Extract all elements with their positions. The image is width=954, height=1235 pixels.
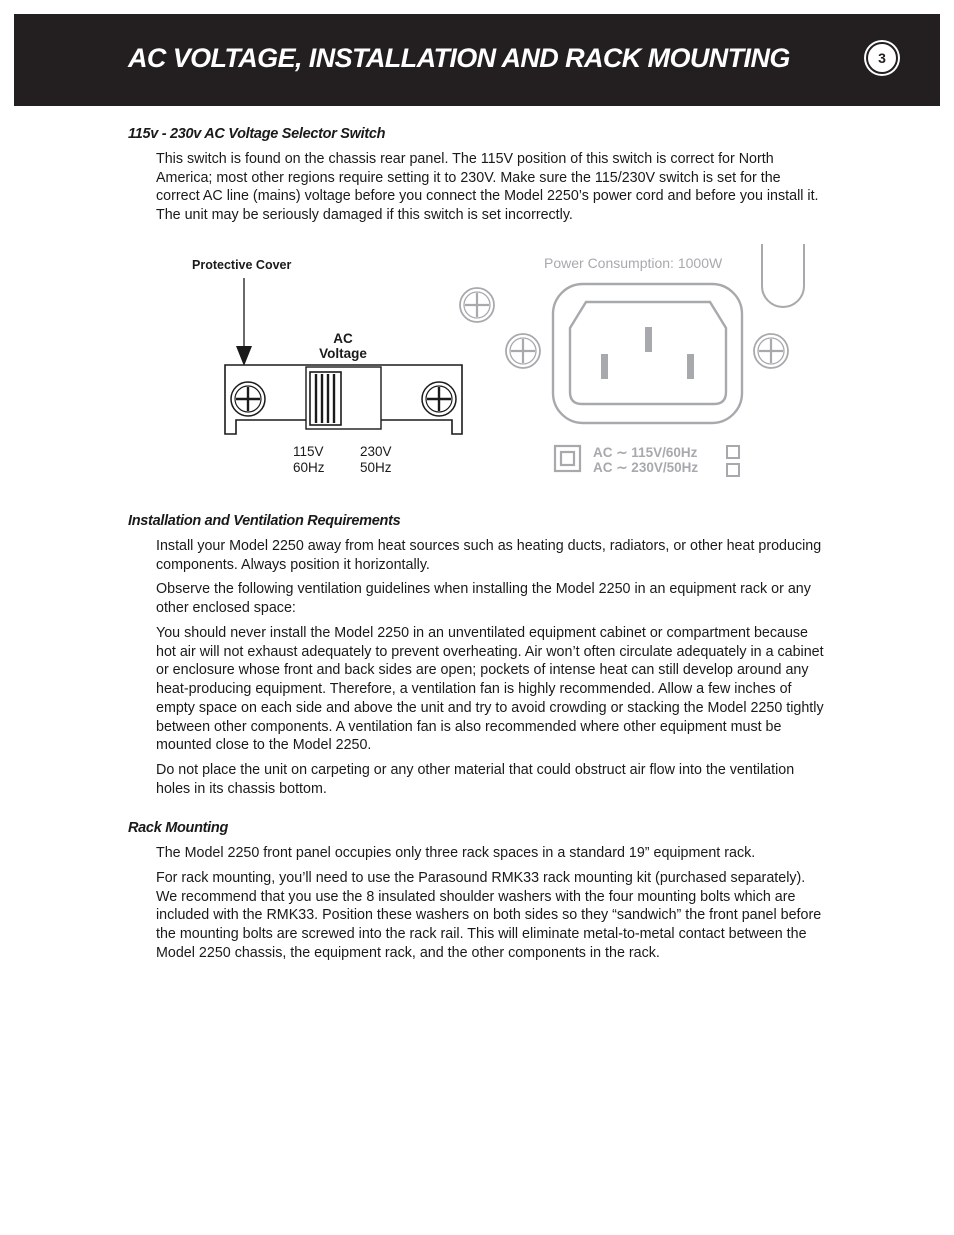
arrow-head-icon — [236, 346, 252, 366]
position-115v-label: 115V — [293, 444, 324, 459]
right-screw-icon — [422, 382, 456, 416]
power-consumption-label: Power Consumption: 1000W — [544, 255, 723, 271]
protective-cover-label: Protective Cover — [192, 258, 292, 272]
position-50hz-label: 50Hz — [360, 460, 392, 475]
page-title: AC VOLTAGE, INSTALLATION AND RACK MOUNTING — [128, 43, 790, 73]
paragraph-rack-2: For rack mounting, you’ll need to use the Parasound RMK33 rack mounting kit (purchased separately). We recommend that you use the 8 insulated shoulder washers with the four mounting bolts which are included with the RMK33. Position these washers on both sides so they “sandwich” the front panel before the mounting bolts are screwed into the rack rail. This will eliminate metal-to-metal contact between the Model 2250 chassis, the equipment rack, and the other components in the rack. — [156, 870, 822, 961]
paragraph-rack-1: The Model 2250 front panel occupies only three rack spaces in a standard 19” equipment rack. — [156, 845, 756, 861]
panel-screw-left-icon — [506, 334, 540, 368]
page-number-badge: 3 — [866, 42, 898, 74]
rating-115-checkbox-icon — [727, 446, 739, 458]
paragraph-installation-3: You should never install the Model 2250 in an unventilated equipment cabinet or compartment because hot air will not exhaust adequately to prevent overheating. Air won’t often circulate adequately in a cabinet or enclosure whose front and back sides are open; pockets of intense heat can still develop around any heat-producing equipment. Therefore, a ventilation fan is highly recommended. Allow a few inches of empty space on each side and above the unit and try to avoid crowding or stacking the Model 2250 tightly between other components. A ventilation fan is also recommended where other equipment must be mounted close to the Model 2250. — [156, 625, 824, 754]
voltage-selector-switch[interactable] — [306, 367, 381, 429]
paragraph-installation-1: Install your Model 2250 away from heat sources such as heating ducts, radiators, or other heat producing components. Always position it horizontally. — [156, 538, 822, 573]
position-60hz-label: 60Hz — [293, 460, 325, 475]
iec-power-inlet[interactable] — [553, 284, 742, 423]
panel-screw-top-icon — [460, 288, 494, 322]
rating-115-label: AC ∼ 115V/60Hz — [593, 445, 698, 460]
left-screw-icon — [231, 382, 265, 416]
rating-230-label: AC ∼ 230V/50Hz — [593, 460, 699, 475]
rear-panel-diagram — [0, 0, 954, 500]
ac-voltage-label-line2: Voltage — [319, 346, 367, 361]
section-heading-rack-mounting: Rack Mounting — [128, 820, 229, 836]
paragraph-installation-2: Observe the following ventilation guidelines when installing the Model 2250 in an equipment rack or any other enclosed space: — [156, 581, 811, 616]
rating-230-checkbox-icon — [727, 464, 739, 476]
paragraph-installation-4: Do not place the unit on carpeting or any other material that could obstruct air flow into the ventilation holes in its chassis bottom. — [156, 762, 795, 797]
position-230v-label: 230V — [360, 444, 392, 459]
section-heading-voltage-selector: 115v - 230v AC Voltage Selector Switch — [128, 126, 386, 142]
ac-voltage-label-line1: AC — [333, 331, 353, 346]
double-insulation-icon — [555, 446, 580, 471]
fuse-holder-icon — [762, 244, 804, 307]
section-heading-installation: Installation and Ventilation Requirements — [128, 513, 401, 529]
panel-screw-right-icon — [754, 334, 788, 368]
paragraph-voltage-selector: This switch is found on the chassis rear panel. The 115V position of this switch is correct for North America; most other regions require setting it to 230V. Make sure the 115/230V switch is set for the correct AC line (mains) voltage before you connect the Model 2250’s power cord and before you install it. The unit may be seriously damaged if this switch is set incorrectly. — [156, 151, 819, 224]
